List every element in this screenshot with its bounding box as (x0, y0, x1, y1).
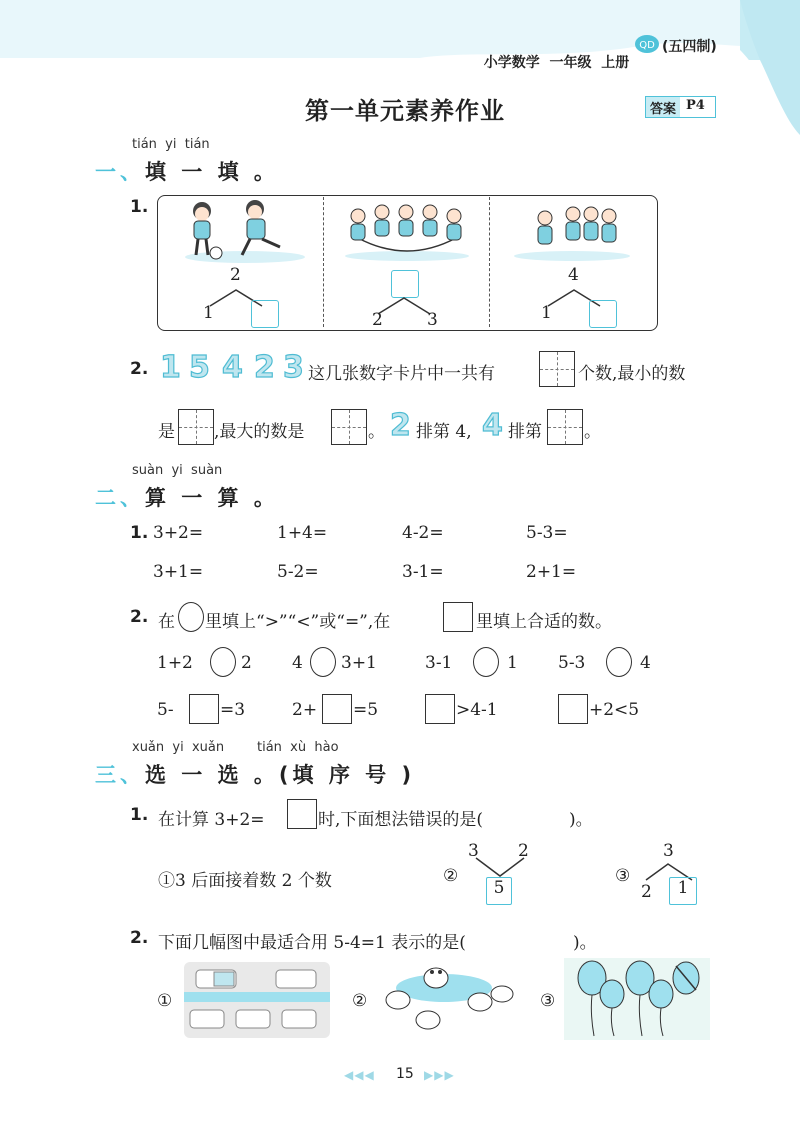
s3-q1-opt1: ①3 后面接着数 2 个数 (158, 871, 332, 891)
calc-item: 5-3= (526, 523, 568, 543)
s3-title: 选 一 选 。(填 序 号 ) (145, 763, 416, 787)
cmp-left: 3-1 (425, 653, 453, 673)
opt3-right-box (669, 877, 697, 905)
picture-cars-parking (184, 962, 330, 1038)
opt2-bottom: 5 (493, 878, 505, 898)
panel2-answer-box[interactable] (391, 270, 419, 298)
fill-box-2[interactable] (322, 694, 352, 724)
picture-frogs-leaf (374, 958, 524, 1040)
answer-badge[interactable] (645, 96, 716, 118)
cmp-circle-2[interactable] (310, 647, 336, 677)
answer-page: P4 (686, 98, 705, 113)
panel1-top: 2 (230, 265, 241, 285)
s1-q2-text-f: 排第 4, (416, 422, 472, 442)
fill-box-1[interactable] (189, 694, 219, 724)
s1-number: 一、 (95, 160, 145, 184)
fill-before: 2+ (292, 700, 318, 720)
s3-q1-opt3-mark: ③ (615, 866, 631, 886)
calc-item: 3-1= (402, 562, 444, 582)
page-number: 15 (396, 1066, 414, 1082)
s3-number: 三、 (95, 763, 145, 787)
s3-q1-number: 1. (130, 805, 149, 825)
panel3-answer-box[interactable] (589, 300, 617, 328)
panel2-right: 3 (427, 310, 438, 330)
footer-left-arrows-icon: ◀◀◀ (344, 1068, 375, 1082)
opt2-right: 2 (518, 841, 529, 861)
panel2-left: 2 (372, 310, 383, 330)
circle-symbol (178, 602, 204, 632)
s1-heading (95, 156, 279, 186)
calc-item: 5-2= (277, 562, 319, 582)
cmp-circle-1[interactable] (210, 647, 236, 677)
cmp-left: 5-3 (558, 653, 586, 673)
s2-q2-number: 2. (130, 607, 149, 627)
s1-q2-text-g: 排第 (508, 422, 542, 442)
panel-divider-1 (323, 197, 324, 327)
fill-box-3[interactable] (425, 694, 455, 724)
illustration-kids-soccer (180, 197, 310, 265)
cmp-right: 1 (507, 653, 518, 673)
opt3-right: 1 (677, 878, 689, 898)
s1-q2-text-d: ,最大的数是 (214, 422, 305, 442)
pic-opt1-mark: ① (157, 991, 173, 1011)
s3-q1-opt2-mark: ② (443, 866, 459, 886)
digit-card-2-inline: 2 (390, 408, 411, 443)
s1-pinyin: tián yi tián (132, 137, 210, 152)
s2-q1-number: 1. (130, 523, 149, 543)
s1-q2-number: 2. (130, 359, 149, 379)
fill-after: =5 (353, 700, 379, 720)
s3-q1-t3: )。 (569, 810, 593, 830)
digit-card-3: 3 (283, 350, 304, 385)
calc-item: 3+2= (153, 523, 204, 543)
s1-q2-text-a: 这几张数字卡片中一共有 (308, 364, 495, 384)
s3-q2-end: )。 (573, 933, 597, 953)
s1-q1-number: 1. (130, 197, 149, 217)
s3-q1-box[interactable] (287, 799, 317, 829)
page-title: 第一单元素养作业 (305, 97, 505, 125)
calc-item: 4-2= (402, 523, 444, 543)
s3-q1-t1: 在计算 3+2= (158, 810, 265, 830)
svg-text:QD: QD (639, 40, 655, 51)
answer-label: 答案 (646, 97, 680, 117)
brand-logo-icon (634, 34, 660, 54)
s3-pinyin-2: tián xù hào (257, 740, 339, 755)
digit-card-4-inline: 4 (482, 408, 503, 443)
max-answer-box[interactable] (331, 409, 367, 445)
s3-pinyin-1: xuǎn yi xuǎn (132, 740, 225, 755)
cmp-left: 1+2 (157, 653, 193, 673)
calc-item: 3+1= (153, 562, 204, 582)
digit-card-2: 2 (254, 350, 275, 385)
cmp-circle-3[interactable] (473, 647, 499, 677)
bond-lines-opt2 (472, 856, 532, 878)
panel1-answer-box[interactable] (251, 300, 279, 328)
s2-title: 算 一 算 。 (145, 486, 279, 510)
panel-divider-2 (489, 197, 490, 327)
header-subject: 小学数学 (483, 55, 540, 71)
illustration-kids-jumprope (340, 200, 475, 262)
opt3-left: 2 (641, 882, 652, 902)
header-volume: 上册 (601, 55, 630, 71)
square-symbol (443, 602, 473, 632)
calc-item: 1+4= (277, 523, 328, 543)
s3-heading (95, 759, 415, 789)
cmp-circle-4[interactable] (606, 647, 632, 677)
opt2-bottom-box (486, 877, 512, 905)
picture-balloons (564, 958, 710, 1040)
s1-q2-text-e: 。 (368, 422, 385, 442)
s2-number: 二、 (95, 486, 145, 510)
fill-box-4[interactable] (558, 694, 588, 724)
header-edition: (五四制) (662, 39, 717, 55)
cmp-right: 2 (241, 653, 252, 673)
digit-card-5: 5 (189, 350, 210, 385)
s1-q2-text-h: 。 (584, 422, 601, 442)
pic-opt3-mark: ③ (540, 991, 556, 1011)
s3-q2-text: 下面几幅图中最适合用 5-4=1 表示的是( (158, 933, 466, 953)
pic-opt2-mark: ② (352, 991, 368, 1011)
min-answer-box[interactable] (178, 409, 214, 445)
s2-q2-t2: 里填上“>”“<”或“=”,在 (205, 612, 391, 632)
panel3-top: 4 (568, 265, 579, 285)
digit-card-1: 1 (160, 350, 181, 385)
cmp-right: 3+1 (341, 653, 377, 673)
fill-after: =3 (220, 700, 246, 720)
rank-answer-box[interactable] (547, 409, 583, 445)
s3-q2-number: 2. (130, 928, 149, 948)
s1-q2-text-b: 个数,最小的数 (578, 364, 686, 384)
panel3-left: 1 (541, 303, 552, 323)
s2-heading (95, 482, 279, 512)
digit-card-4: 4 (222, 350, 243, 385)
cmp-left: 4 (292, 653, 303, 673)
s2-pinyin: suàn yi suàn (132, 463, 223, 478)
fill-after: +2<5 (589, 700, 640, 720)
fill-before: 5- (157, 700, 174, 720)
fill-after: >4-1 (456, 700, 498, 720)
cmp-right: 4 (640, 653, 651, 673)
calc-item: 2+1= (526, 562, 577, 582)
s1-title: 填 一 填 。 (145, 160, 279, 184)
opt2-left: 3 (468, 841, 479, 861)
illustration-kids-group (505, 200, 640, 262)
opt3-top: 3 (663, 841, 674, 861)
footer-right-arrows-icon: ▶▶▶ (424, 1068, 455, 1082)
s2-q2-t1: 在 (158, 612, 175, 632)
header-grade: 一年级 (549, 55, 592, 71)
s2-q2-t3: 里填上合适的数。 (476, 612, 612, 632)
count-answer-box[interactable] (539, 351, 575, 387)
s3-q1-t2: 时,下面想法错误的是( (318, 810, 484, 830)
panel1-left: 1 (203, 303, 214, 323)
s1-q2-text-c: 是 (158, 422, 175, 442)
header-info (474, 36, 629, 72)
